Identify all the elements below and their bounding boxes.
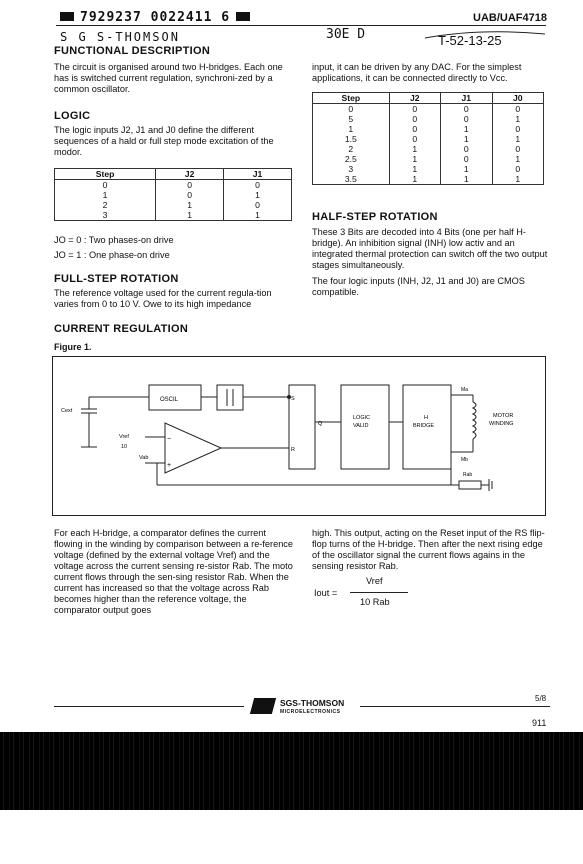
- table-cell: 0: [224, 180, 292, 191]
- company-logo-subtext: MICROELECTRONICS: [280, 709, 341, 715]
- bridge-label: BRIDGE: [413, 423, 435, 429]
- table-row: [55, 210, 292, 221]
- table-cell: 1: [441, 174, 492, 185]
- table-cell: 0: [389, 114, 440, 124]
- fullstep-title: FULL-STEP ROTATION: [54, 273, 179, 285]
- table-cell: 3: [55, 210, 156, 221]
- table-cell: 2: [313, 144, 390, 154]
- rab-label: Rab: [463, 472, 473, 478]
- minus-sign: −: [167, 436, 172, 443]
- table-row: [55, 180, 292, 191]
- table-cell: 1: [389, 164, 440, 174]
- ten-label: 10: [121, 444, 128, 450]
- table-cell: 2: [55, 200, 156, 210]
- company-logo-text: SGS-THOMSON: [280, 698, 345, 708]
- vab-label: Vab: [139, 455, 149, 461]
- vref-label: Vref: [119, 434, 129, 440]
- table-cell: 0: [156, 180, 224, 191]
- valid-label: VALID: [353, 423, 369, 429]
- table-header: J1: [224, 169, 292, 180]
- table-cell: 0: [441, 144, 492, 154]
- table-cell: 0: [492, 124, 544, 134]
- table-row: [313, 154, 544, 164]
- table-header: J0: [492, 93, 544, 104]
- logic-table: [54, 168, 292, 221]
- table-cell: 0: [492, 144, 544, 154]
- scan-dark-band: [0, 732, 583, 864]
- current-regulation-title: CURRENT REGULATION: [54, 323, 189, 335]
- table-cell: 5: [313, 114, 390, 124]
- table-cell: 0: [441, 104, 492, 115]
- barcode-block-icon: [236, 12, 250, 21]
- table-cell: 1: [389, 144, 440, 154]
- table-cell: 0: [156, 190, 224, 200]
- osc-label: OSCIL: [160, 397, 179, 403]
- intro-text: input, it can be driven by any DAC. For the simplest applications, it can be connected directly to Vcc.: [312, 62, 522, 83]
- table-header: J1: [441, 93, 492, 104]
- table-cell: 1: [313, 124, 390, 134]
- motor-label: MOTOR: [493, 413, 514, 419]
- table-cell: 0: [389, 134, 440, 144]
- figure-label: Figure 1.: [54, 342, 92, 352]
- flipflop-block: [217, 385, 243, 410]
- table-cell: 0: [492, 104, 544, 115]
- table-cell: 1: [156, 210, 224, 221]
- table-cell: 3.5: [313, 174, 390, 185]
- table-row: [55, 200, 292, 210]
- table-header: Step: [313, 93, 390, 104]
- table-cell: 1: [492, 114, 544, 124]
- s-label: S: [291, 396, 295, 402]
- table-cell: 0: [224, 200, 292, 210]
- mb-label: Mb: [461, 457, 468, 463]
- table-row: [313, 174, 544, 185]
- figure-1-diagram: [52, 356, 546, 516]
- fullstep-text: The reference voltage used for the current regula-tion varies from 0 to 10 V. Owe to its high impedance: [54, 288, 272, 309]
- cext-label: Cext: [61, 408, 73, 414]
- logic-label: LOGIC: [353, 415, 371, 421]
- formula-lhs: Iout =: [314, 588, 338, 598]
- formula-denominator: 10 Rab: [360, 597, 390, 607]
- comparator-symbol: [165, 423, 221, 473]
- step-table: [312, 92, 544, 185]
- q-label: Q: [318, 421, 323, 427]
- h-label: H: [424, 415, 428, 421]
- table-cell: 1: [224, 190, 292, 200]
- part-number: UAB/UAF4718: [473, 12, 547, 24]
- table-cell: 0: [389, 124, 440, 134]
- table-cell: 1: [224, 210, 292, 221]
- page-of: 5/8: [535, 694, 547, 703]
- date-code: 30E D: [326, 27, 366, 42]
- table-cell: 0: [313, 104, 390, 115]
- header-barcode: 7929237 0022411 6: [60, 10, 250, 25]
- flipflop-text: high. This output, acting on the Reset input of the RS flip-flop turns of the H-bridge. Then after the next rising edge of the oscillator signal the current flows agains in the sensing resistor Rab.: [312, 528, 545, 571]
- table-header: J2: [389, 93, 440, 104]
- barcode-block-icon: [60, 12, 74, 21]
- table-cell: 1.5: [313, 134, 390, 144]
- table-cell: 1: [55, 190, 156, 200]
- halfstep-text: These 3 Bits are decoded into 4 Bits (one per half H-bridge). An inhibition signal (INH) low activ and an integrated thermal protection can switch off the two output stages simultaneously.: [312, 227, 548, 270]
- table-cell: 1: [389, 154, 440, 164]
- formula-fraction-bar: [350, 592, 408, 593]
- table-row: [313, 144, 544, 154]
- table-cell: 3: [313, 164, 390, 174]
- table-cell: 1: [492, 174, 544, 185]
- table-cell: 1: [441, 124, 492, 134]
- table-cell: 0: [441, 114, 492, 124]
- halfstep-title: HALF-STEP ROTATION: [312, 211, 438, 223]
- table-cell: 0: [492, 164, 544, 174]
- table-row: [313, 104, 544, 115]
- table-cell: 0: [441, 154, 492, 164]
- logic-text: The logic inputs J2, J1 and J0 define the different sequences of a hald or full step mode excitation of the modor.: [54, 125, 274, 157]
- table-cell: 1: [156, 200, 224, 210]
- motor-winding-coil: [473, 402, 476, 439]
- jo-note-1: JO = 1 : One phase-on drive: [54, 250, 170, 260]
- table-cell: 0: [389, 104, 440, 115]
- table-cell: 1: [389, 174, 440, 185]
- winding-label: WINDING: [489, 421, 514, 427]
- table-cell: 2.5: [313, 154, 390, 164]
- table-cell: 1: [441, 134, 492, 144]
- r-label: R: [291, 447, 295, 453]
- footer-divider-left: [54, 706, 244, 707]
- table-cell: 0: [55, 180, 156, 191]
- header-divider: [56, 25, 546, 26]
- table-row: [313, 114, 544, 124]
- sense-resistor: [459, 481, 481, 489]
- table-cell: 1: [441, 164, 492, 174]
- formula-numerator: Vref: [366, 576, 383, 586]
- ma-label: Ma: [461, 387, 468, 393]
- table-cell: 1: [492, 134, 544, 144]
- table-row: [55, 190, 292, 200]
- company-stamp: S G S-THOMSON: [60, 30, 180, 44]
- cmos-text: The four logic inputs (INH, J2, J1 and J0) are CMOS compatible.: [312, 276, 525, 297]
- circuit-schematic: [53, 357, 545, 515]
- page-number: 911: [532, 718, 547, 728]
- table-cell: 1: [492, 154, 544, 164]
- plus-sign: +: [167, 462, 172, 469]
- logic-title: LOGIC: [54, 110, 91, 122]
- table-row: [313, 134, 544, 144]
- st-logo-icon: [250, 698, 276, 714]
- table-header: Step: [55, 169, 156, 180]
- table-row: [313, 164, 544, 174]
- ref-number: T-52-13-25: [438, 33, 502, 48]
- table-row: [313, 124, 544, 134]
- table-header: J2: [156, 169, 224, 180]
- functional-text: The circuit is organised around two H-bridges. Each one has is switched current regulation, synchroni-zed by a common oscillator.: [54, 62, 283, 94]
- footer-divider-right: [360, 706, 550, 707]
- jo-note-0: JO = 0 : Two phases-on drive: [54, 235, 174, 245]
- functional-title: FUNCTIONAL DESCRIPTION: [54, 45, 211, 57]
- comparator-text: For each H-bridge, a comparator defines the current flowing in the winding by comparison between a re-ference voltage (defined by the external voltage Vref) and the voltage across the current sensing re-sistor Rab. The moto current flows through the sen-sing resistor Rab. When the current has increased so that the voltage across Rab becomes higher than the reference voltage, the comparator output goes: [54, 528, 294, 615]
- ref-underline: [420, 28, 550, 42]
